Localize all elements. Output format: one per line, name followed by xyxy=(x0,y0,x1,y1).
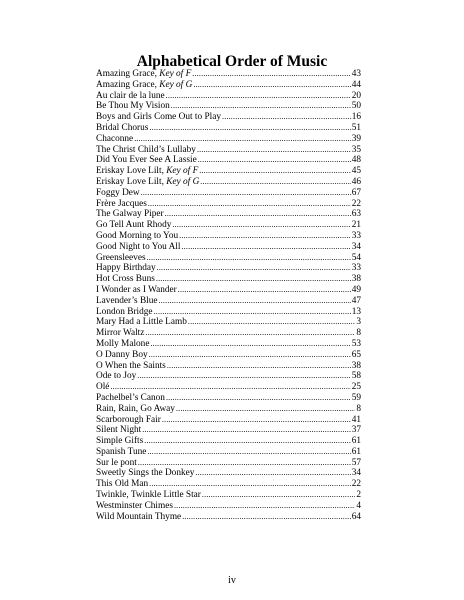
song-title: Be Thou My Vision xyxy=(96,101,170,112)
song-title: The Galway Piper xyxy=(96,209,164,220)
dot-leader xyxy=(178,285,351,296)
toc-entry-title xyxy=(96,209,164,220)
toc-entry-page: 20 xyxy=(351,90,361,101)
toc-entry-page: 57 xyxy=(351,457,361,468)
toc-entry xyxy=(96,166,361,177)
toc-entry xyxy=(96,361,361,372)
toc-entry-title xyxy=(96,80,192,91)
song-title: O When the Saints xyxy=(96,360,166,371)
toc-entry-page: 8 xyxy=(356,328,361,339)
dot-leader xyxy=(144,436,350,447)
toc-entry-page: 25 xyxy=(351,382,361,393)
toc-entry-page: 2 xyxy=(356,490,361,501)
page-title: Alphabetical Order of Music xyxy=(136,53,328,71)
dot-leader xyxy=(172,220,350,231)
toc-entry-title xyxy=(96,166,198,177)
dot-leader xyxy=(181,242,350,253)
song-title: Amazing Grace, xyxy=(96,69,160,79)
song-title: Mary Had a Little Lamb xyxy=(96,317,187,328)
dot-leader xyxy=(192,69,350,80)
song-title: Sweetly Sings the Donkey xyxy=(96,468,195,479)
dot-leader xyxy=(145,328,355,339)
toc-entry xyxy=(96,425,361,436)
toc-entry xyxy=(96,134,361,145)
toc-entry-title xyxy=(96,382,109,393)
toc-entry xyxy=(96,404,361,415)
toc-entry-title xyxy=(96,404,175,415)
dot-leader xyxy=(199,166,350,177)
song-title: Happy Birthday xyxy=(96,263,156,274)
song-title: Olé xyxy=(96,382,110,393)
toc-entry-title xyxy=(96,253,146,264)
toc-entry-page: 22 xyxy=(351,479,361,490)
song-title: Mirror Waltz xyxy=(96,328,145,339)
toc-entry-page: 67 xyxy=(351,187,361,198)
song-title: Lavender’s Blue xyxy=(96,295,158,306)
toc-entry-title xyxy=(96,177,199,188)
toc-entry xyxy=(96,350,361,361)
dot-leader xyxy=(165,209,351,220)
toc-entry xyxy=(96,177,361,188)
toc-entry xyxy=(96,490,361,501)
song-title: I Wonder as I Wander xyxy=(96,284,177,295)
song-title: Eriskay Love Lilt, xyxy=(96,176,167,187)
toc-entry-title xyxy=(96,350,148,361)
dot-leader xyxy=(222,112,351,123)
toc-entry-title xyxy=(96,155,197,166)
dot-leader xyxy=(193,80,350,91)
toc-entry-title xyxy=(96,220,171,231)
toc-entry-title xyxy=(96,371,136,382)
toc-entry-page: 48 xyxy=(351,155,361,166)
toc-entry-page: 44 xyxy=(351,79,361,90)
toc-entry-page: 3 xyxy=(356,317,361,328)
toc-entry-page: 47 xyxy=(351,295,361,306)
toc-entry-page: 4 xyxy=(356,500,361,511)
toc-entry-title xyxy=(96,242,180,253)
dot-leader xyxy=(149,479,351,490)
toc-entry xyxy=(96,112,361,123)
toc-entry xyxy=(96,436,361,447)
toc-entry-page: 34 xyxy=(351,241,361,252)
dot-leader xyxy=(195,468,350,479)
toc-entry xyxy=(96,328,361,339)
toc-entry xyxy=(96,199,361,210)
toc-entry-page: 34 xyxy=(351,468,361,479)
song-title: Simple Gifts xyxy=(96,436,144,447)
song-title: Foggy Dew xyxy=(96,187,140,198)
song-title: Did You Ever See A Lassie xyxy=(96,155,197,166)
toc-entry-page: 35 xyxy=(351,144,361,155)
dot-leader xyxy=(142,425,351,436)
dot-leader xyxy=(150,339,350,350)
song-title: The Christ Child’s Lullaby xyxy=(96,144,196,155)
dot-leader xyxy=(149,123,350,134)
song-key: Key of F xyxy=(166,166,199,177)
song-title: Boys and Girls Come Out to Play xyxy=(96,112,221,123)
toc-entry xyxy=(96,447,361,458)
song-title: London Bridge xyxy=(96,306,153,317)
dot-leader xyxy=(197,145,351,156)
toc-entry xyxy=(96,274,361,285)
toc-entry-page: 64 xyxy=(351,511,361,522)
toc-entry-title xyxy=(96,317,187,328)
toc-entry-page: 61 xyxy=(351,436,361,447)
toc-entry xyxy=(96,307,361,318)
toc-entry xyxy=(96,188,361,199)
toc-entry-title xyxy=(96,479,148,490)
toc-entry-page: 54 xyxy=(351,252,361,263)
toc-entry-title xyxy=(96,436,143,447)
dot-leader xyxy=(188,317,355,328)
toc-entry-title xyxy=(96,490,201,501)
toc-entry xyxy=(96,242,361,253)
song-title: Au clair de la lune xyxy=(96,90,165,101)
toc-entry xyxy=(96,231,361,242)
dot-leader xyxy=(171,101,351,112)
song-key: Key of F xyxy=(159,69,192,79)
toc-entry-title xyxy=(96,512,181,523)
song-title: Greensleeves xyxy=(96,252,146,263)
toc-entry-title xyxy=(96,415,161,426)
toc-entry-title xyxy=(96,425,141,436)
song-title: Silent Night xyxy=(96,425,142,436)
song-title: This Old Man xyxy=(96,479,149,490)
dot-leader xyxy=(200,177,350,188)
toc-entry xyxy=(96,101,361,112)
toc-entry-title xyxy=(96,285,177,296)
toc-entry-page: 65 xyxy=(351,349,361,360)
toc-entry-title xyxy=(96,307,153,318)
toc-entry-title xyxy=(96,468,194,479)
dot-leader xyxy=(198,155,351,166)
toc-entry xyxy=(96,123,361,134)
toc-entry-title xyxy=(96,339,149,350)
toc-entry-page: 59 xyxy=(351,392,361,403)
song-title: Westminster Chimes xyxy=(96,500,173,511)
song-title: Pachelbel’s Canon xyxy=(96,392,165,403)
dot-leader xyxy=(110,382,350,393)
toc-entry-page: 41 xyxy=(351,414,361,425)
toc-entry-page: 37 xyxy=(351,425,361,436)
dot-leader xyxy=(202,490,355,501)
toc-entry-page: 33 xyxy=(351,263,361,274)
dot-leader xyxy=(141,188,351,199)
song-title: Go Tell Aunt Rhody xyxy=(96,220,172,231)
song-title: Hot Cross Buns xyxy=(96,274,155,285)
toc-entry-page: 63 xyxy=(351,209,361,220)
toc-entry-title xyxy=(96,134,133,145)
dot-leader xyxy=(176,404,355,415)
table-of-contents xyxy=(96,69,361,522)
toc-entry-page: 33 xyxy=(351,230,361,241)
dot-leader xyxy=(182,512,351,523)
toc-entry xyxy=(96,479,361,490)
song-title: Ode to Joy xyxy=(96,371,137,382)
toc-entry-title xyxy=(96,458,137,469)
song-title: Rain, Rain, Go Away xyxy=(96,403,175,414)
toc-entry-page: 38 xyxy=(351,360,361,371)
dot-leader xyxy=(174,501,355,512)
dot-leader xyxy=(149,350,351,361)
toc-entry-page: 8 xyxy=(356,403,361,414)
toc-entry-page: 39 xyxy=(351,133,361,144)
toc-entry xyxy=(96,317,361,328)
toc-entry-title xyxy=(96,447,146,458)
toc-entry xyxy=(96,371,361,382)
dot-leader xyxy=(156,274,351,285)
song-key: Key of G xyxy=(166,176,200,187)
song-title: Bridal Chorus xyxy=(96,122,149,133)
toc-entry-title xyxy=(96,69,191,80)
toc-entry-page: 43 xyxy=(351,69,361,79)
toc-entry-page: 58 xyxy=(351,371,361,382)
toc-entry-page: 61 xyxy=(351,446,361,457)
toc-entry-page: 21 xyxy=(351,220,361,231)
dot-leader xyxy=(162,415,351,426)
toc-entry-title xyxy=(96,199,147,210)
toc-entry xyxy=(96,501,361,512)
song-title: Molly Malone xyxy=(96,338,150,349)
song-title: Wild Mountain Thyme xyxy=(96,511,182,522)
toc-entry-title xyxy=(96,274,155,285)
toc-entry-title xyxy=(96,112,221,123)
toc-entry xyxy=(96,458,361,469)
toc-entry-page: 38 xyxy=(351,274,361,285)
song-title: Eriskay Love Lilt, xyxy=(96,166,167,177)
dot-leader xyxy=(167,361,351,372)
toc-entry xyxy=(96,145,361,156)
toc-entry-title xyxy=(96,91,165,102)
toc-entry-title xyxy=(96,296,158,307)
song-title: Scarborough Fair xyxy=(96,414,161,425)
toc-entry-title xyxy=(96,123,148,134)
toc-entry-title xyxy=(96,328,144,339)
toc-entry xyxy=(96,209,361,220)
toc-entry xyxy=(96,296,361,307)
toc-entry xyxy=(96,155,361,166)
song-key: Key of G xyxy=(159,79,193,90)
song-title: Spanish Tune xyxy=(96,446,147,457)
toc-entry xyxy=(96,69,361,80)
dot-leader xyxy=(166,393,351,404)
dot-leader xyxy=(137,371,350,382)
toc-entry xyxy=(96,382,361,393)
song-title: Good Morning to You xyxy=(96,230,179,241)
dot-leader xyxy=(159,296,351,307)
song-title: Frère Jacques xyxy=(96,198,147,209)
dot-leader xyxy=(154,307,351,318)
toc-entry xyxy=(96,393,361,404)
toc-entry xyxy=(96,512,361,523)
toc-entry-page: 13 xyxy=(351,306,361,317)
toc-entry xyxy=(96,91,361,102)
song-title: Good Night to You All xyxy=(96,241,181,252)
song-title: Twinkle, Twinkle Little Star xyxy=(96,490,201,501)
toc-entry xyxy=(96,285,361,296)
toc-entry xyxy=(96,80,361,91)
dot-leader xyxy=(148,199,351,210)
song-title: Sur le pont xyxy=(96,457,137,468)
toc-entry-page: 45 xyxy=(351,166,361,177)
toc-entry-page: 53 xyxy=(351,338,361,349)
toc-entry xyxy=(96,263,361,274)
song-title: Chaconne xyxy=(96,133,134,144)
toc-entry-title xyxy=(96,393,165,404)
toc-entry-title xyxy=(96,145,196,156)
song-title: O Danny Boy xyxy=(96,349,148,360)
dot-leader xyxy=(147,253,351,264)
dot-leader xyxy=(134,134,351,145)
toc-entry xyxy=(96,220,361,231)
toc-entry-title xyxy=(96,231,178,242)
toc-entry xyxy=(96,468,361,479)
toc-entry-page: 51 xyxy=(351,122,361,133)
toc-entry xyxy=(96,253,361,264)
toc-entry xyxy=(96,339,361,350)
dot-leader xyxy=(157,263,351,274)
toc-entry-title xyxy=(96,361,166,372)
toc-entry-page: 22 xyxy=(351,198,361,209)
dot-leader xyxy=(147,447,350,458)
toc-entry-title xyxy=(96,263,156,274)
page-number: iv xyxy=(228,575,236,586)
toc-entry-title xyxy=(96,501,173,512)
toc-entry-page: 50 xyxy=(351,101,361,112)
dot-leader xyxy=(138,458,351,469)
toc-entry xyxy=(96,415,361,426)
toc-entry-title xyxy=(96,101,170,112)
dot-leader xyxy=(179,231,351,242)
song-title: Amazing Grace, xyxy=(96,79,160,90)
toc-entry-title xyxy=(96,188,140,199)
toc-entry-page: 46 xyxy=(351,176,361,187)
dot-leader xyxy=(166,91,351,102)
toc-entry-page: 16 xyxy=(351,112,361,123)
toc-entry-page: 49 xyxy=(351,284,361,295)
